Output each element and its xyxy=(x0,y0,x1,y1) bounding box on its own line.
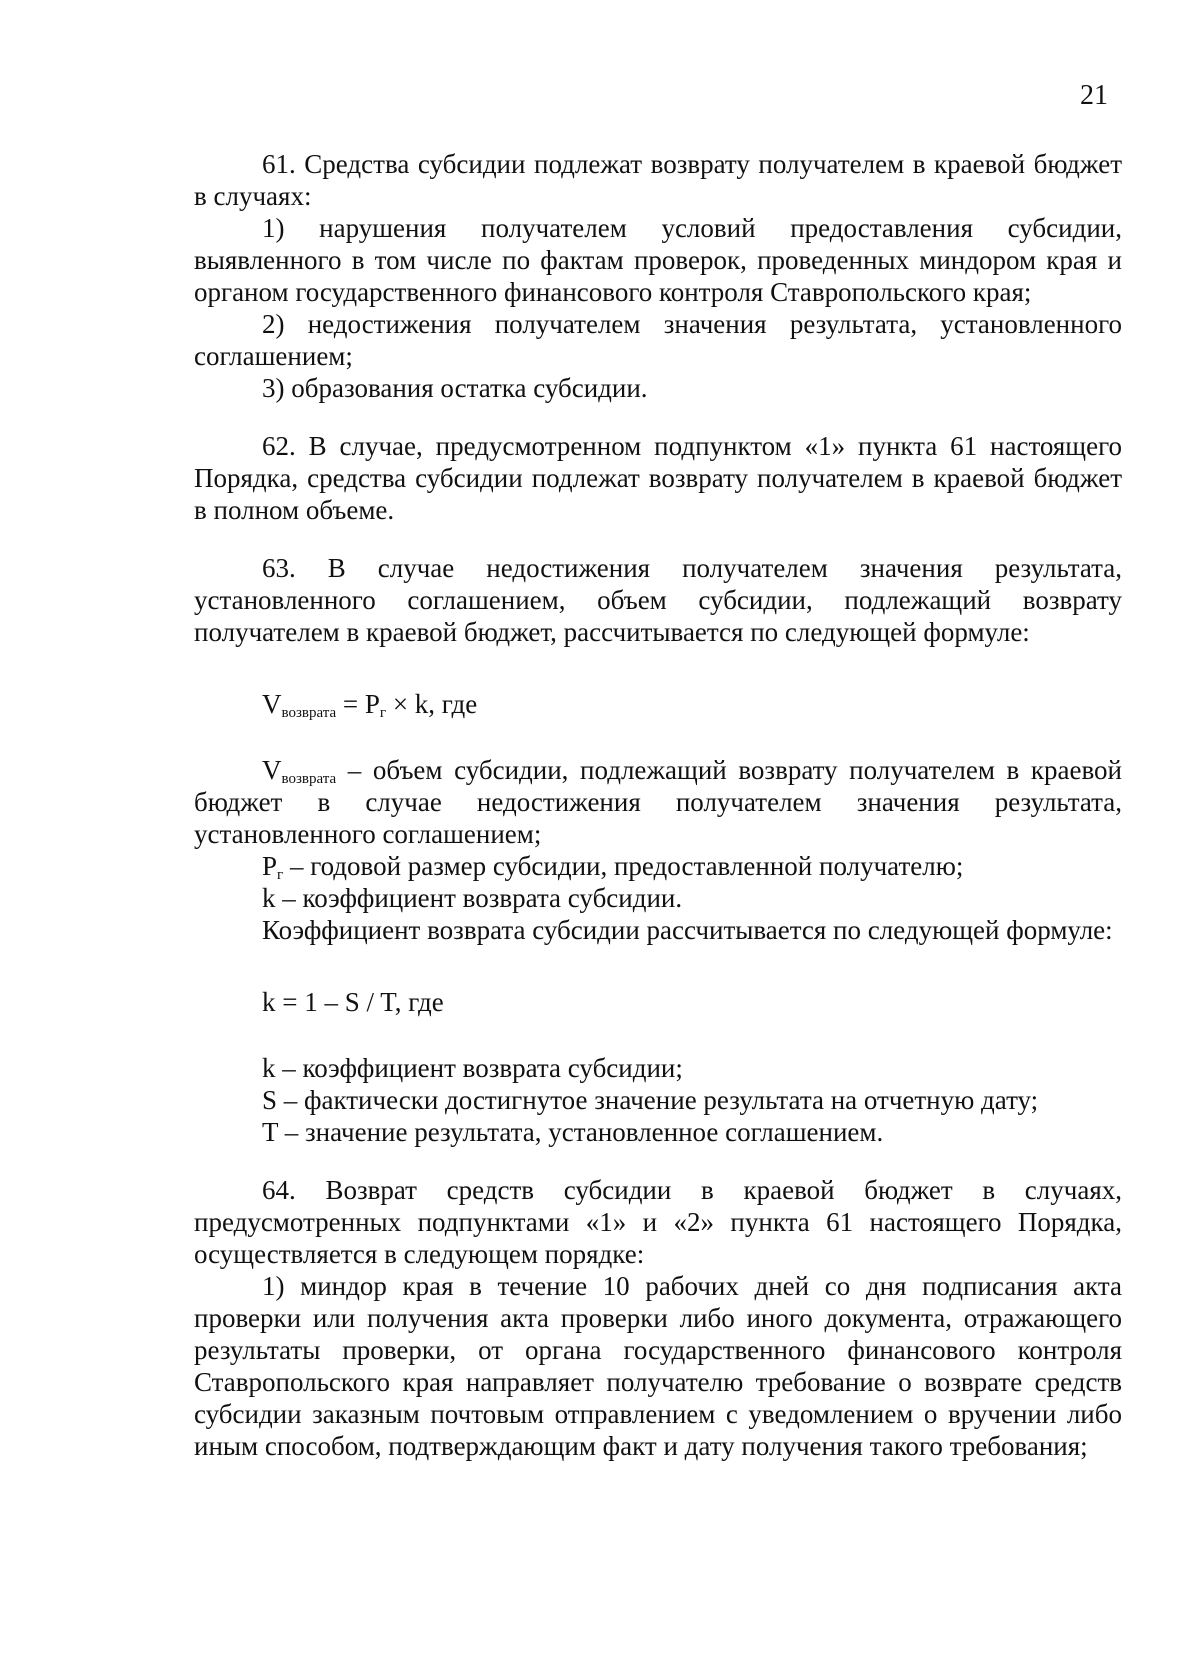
clause-61-item-2: 2) недостижения получателем значения результата, установленного соглашением; xyxy=(194,309,1122,371)
clause-62: 62. В случае, предусмотренном подпунктом «1» пункта 61 настоящего Порядка, средства субсидии подлежат возврату получателем в краевой бюджет в полном объеме. xyxy=(194,431,1122,525)
definition-p-text: – годовой размер субсидии, предоставленной получателю; xyxy=(283,851,964,881)
definition-p-subscript: г xyxy=(277,867,284,883)
definition-p-annual xyxy=(194,850,1122,882)
definition-t: T – значение результата, установленное соглашением. xyxy=(262,1117,884,1147)
page-number: 21 xyxy=(1080,80,1108,111)
definition-v-symbol: V xyxy=(262,755,282,785)
formula-k: k = 1 – S / T, где xyxy=(262,987,444,1017)
formula-v-return xyxy=(194,688,1122,720)
clause-61-intro: 61. Средства субсидии подлежат возврату получателем в краевой бюджет в случаях: xyxy=(194,149,1122,211)
document-body xyxy=(194,148,1122,1462)
clause-61-item-3: 3) образования остатка субсидии. xyxy=(262,373,648,403)
clause-61-item-1: 1) нарушения получателем условий предоставления субсидии, выявленного в том числе по фактам проверок, проведенных миндором края и органом государственного финансового контроля Ставропольского края; xyxy=(194,213,1122,307)
formula-p-symbol: = P xyxy=(336,689,380,719)
formula-p-subscript: г xyxy=(379,705,387,721)
definition-k: k – коэффициент возврата субсидии. xyxy=(262,883,683,913)
definition-v-text: – объем субсидии, подлежащий возврату получателем в краевой бюджет в случае недостижения получателем значения результата, установленного соглашением; xyxy=(194,755,1122,849)
definition-p-symbol: P xyxy=(262,851,278,881)
formula-v-symbol: V xyxy=(262,689,282,719)
definition-v-return xyxy=(194,754,1122,850)
definition-s: S – фактически достигнутое значение результата на отчетную дату; xyxy=(262,1085,1039,1115)
clause-63-intro: 63. В случае недостижения получателем значения результата, установленного соглашением, объем субсидии, подлежащий возврату получателем в краевой бюджет, рассчитывается по следующей формуле: xyxy=(194,553,1122,647)
definition-v-subscript: возврата xyxy=(281,771,337,787)
definition-k-2: k – коэффициент возврата субсидии; xyxy=(262,1053,683,1083)
clause-64-item-1: 1) миндор края в течение 10 рабочих дней со дня подписания акта проверки или получения акта проверки либо иного документа, отражающего результаты проверки, от органа государственного финансового контроля Ставропольского края направляет получателю требование о возврате средств субсидии заказным почтовым отправлением с уведомлением о вручении либо иным способом, подтверждающим факт и дату получения такого требования; xyxy=(194,1271,1122,1461)
clause-64-intro: 64. Возврат средств субсидии в краевой бюджет в случаях, предусмотренных подпунктами «1» и «2» пункта 61 настоящего Порядка, осуществляется в следующем порядке: xyxy=(194,1175,1122,1269)
formula-v-subscript: возврата xyxy=(281,705,337,721)
formula-rest: × k, где xyxy=(386,689,478,719)
coefficient-intro: Коэффициент возврата субсидии рассчитывается по следующей формуле: xyxy=(262,915,1113,945)
